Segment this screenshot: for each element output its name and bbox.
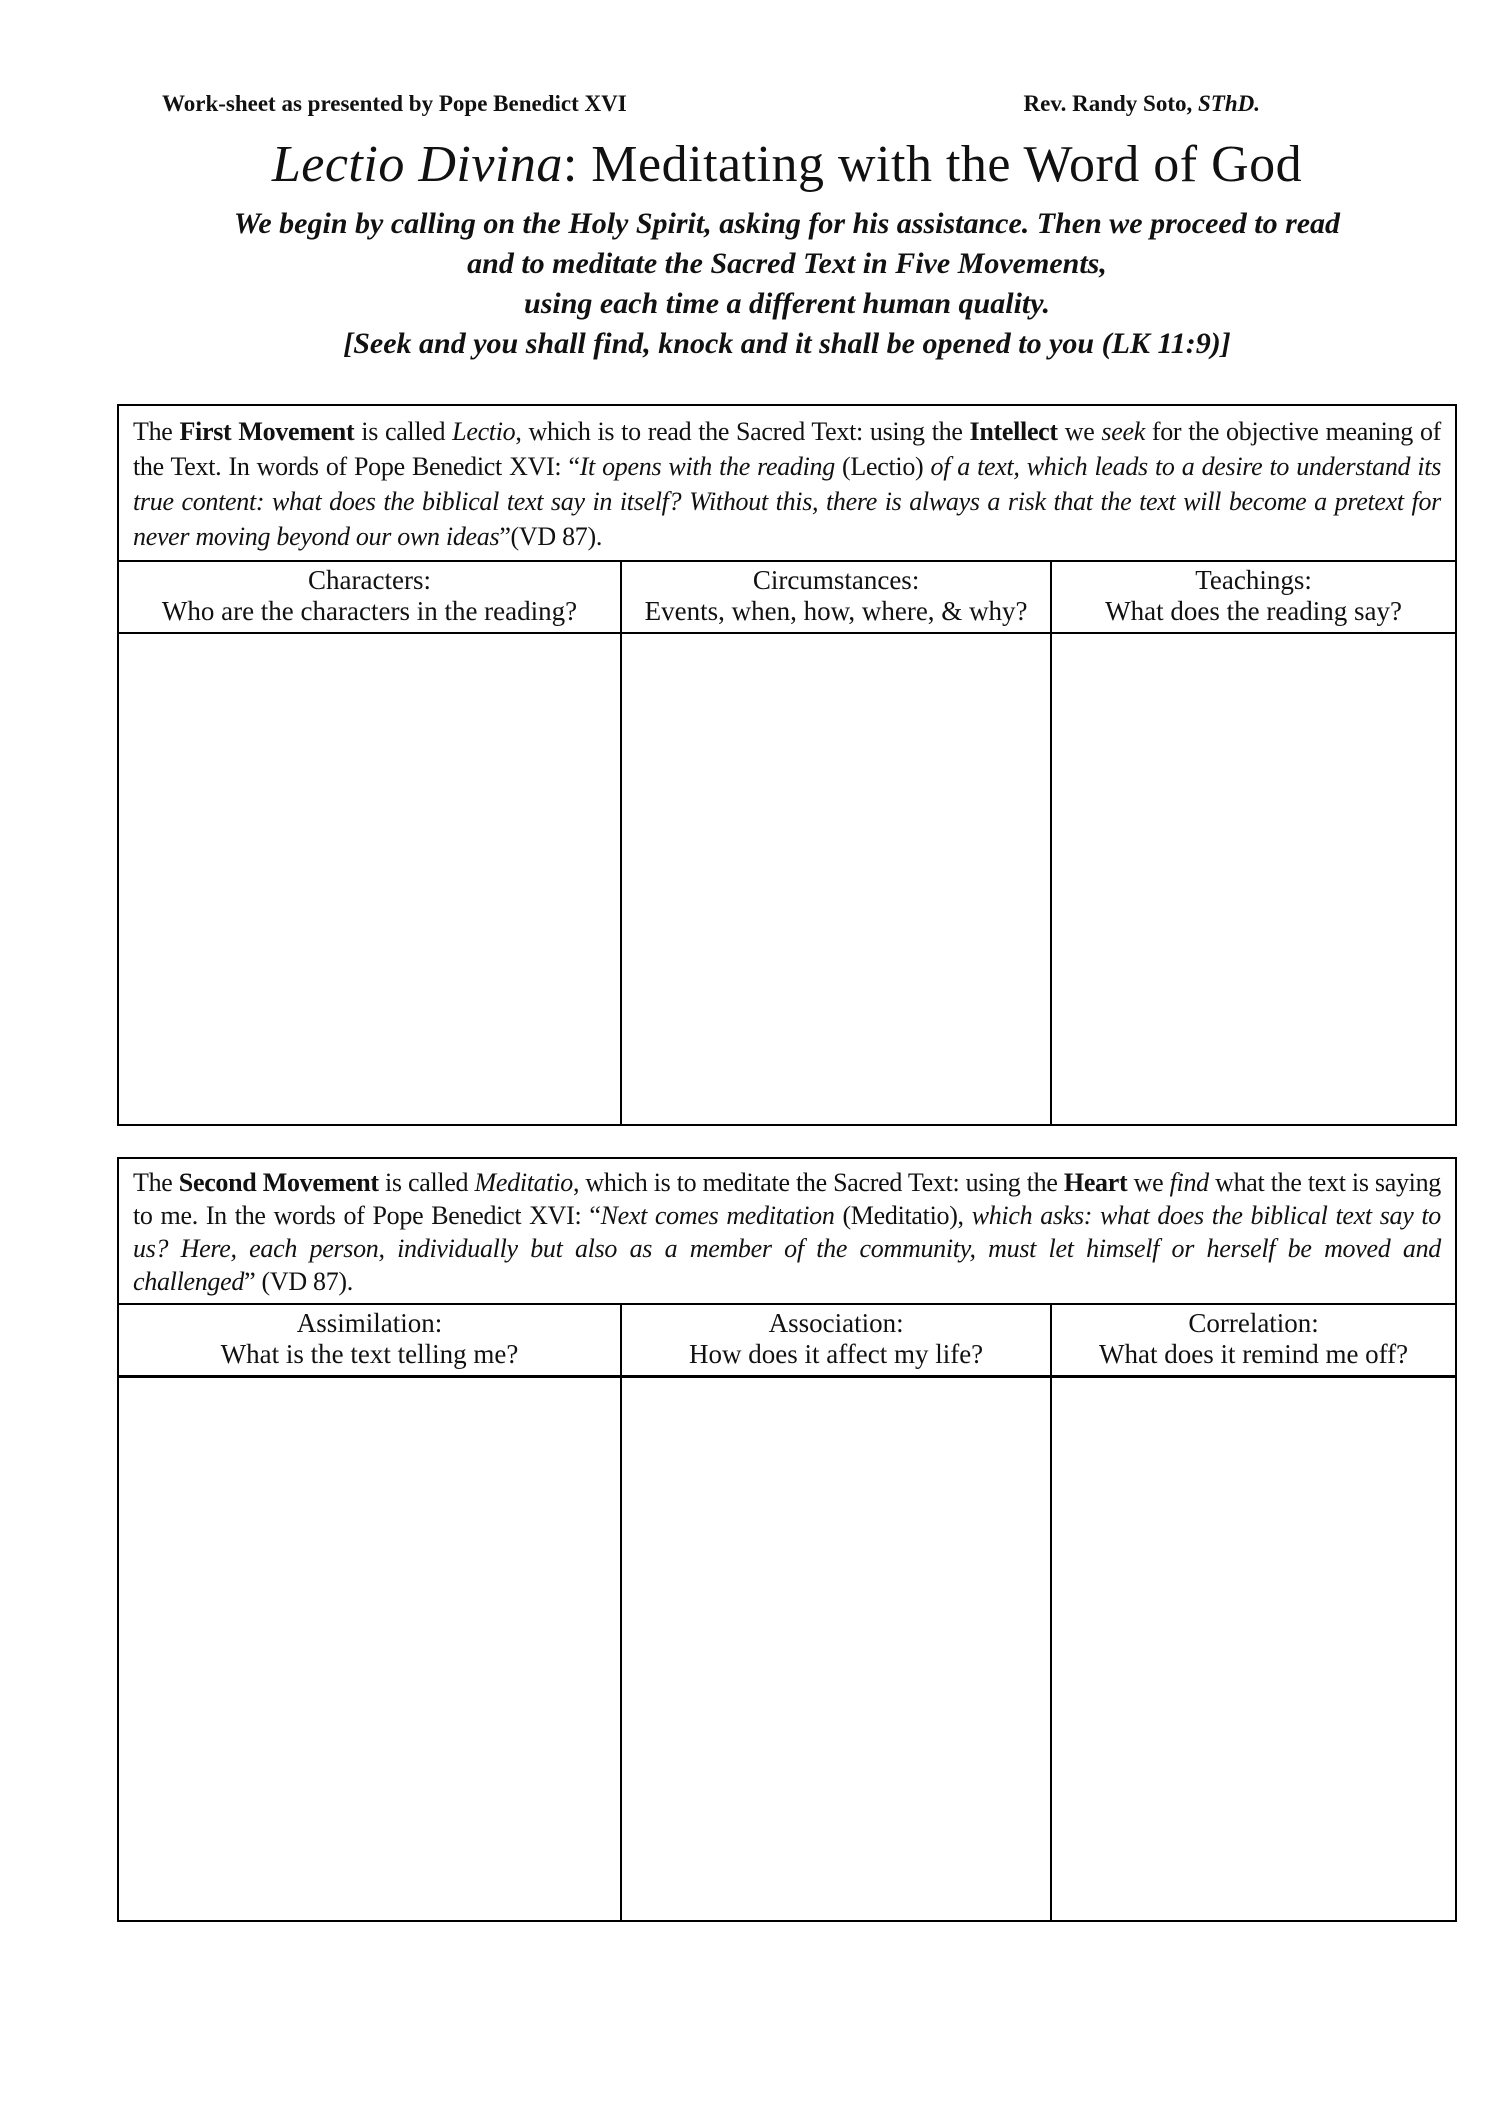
column-question: How does it affect my life? (689, 1339, 984, 1369)
subtitle-line-3: using each time a different human quality. (524, 287, 1050, 320)
movement1-header-teachings (1050, 562, 1455, 632)
movement2-cell-assimilation (119, 1378, 620, 1920)
column-title: Correlation: (1188, 1308, 1319, 1338)
movement2-table-header-row (119, 1303, 1455, 1375)
movement1-table-header-row (119, 560, 1455, 632)
page-header (117, 90, 1457, 118)
subtitle-line-2: and to meditate the Sacred Text in Five Movements, (467, 247, 1107, 280)
column-title: Characters: (308, 565, 431, 595)
movement2-header-association (620, 1305, 1050, 1375)
column-title: Circumstances: (752, 565, 920, 595)
subtitle-block (117, 204, 1457, 364)
movement1-cell-teachings (1050, 634, 1455, 1124)
column-question: What does it remind me off? (1099, 1339, 1409, 1369)
movement1-cell-characters (119, 634, 620, 1124)
movement1-cell-circumstances (620, 634, 1050, 1124)
header-right-text: Rev. Randy Soto, SThD. (1023, 91, 1260, 116)
page-title: Lectio Divina: Meditating with the Word of God (271, 136, 1303, 193)
movement1-section (117, 404, 1457, 1126)
column-question: What is the text telling me? (220, 1339, 519, 1369)
movement1-header-circumstances (620, 562, 1050, 632)
movement1-intro-paragraph: The First Movement is called Lectio, which is to read the Sacred Text: using the Intellect we seek for the objective meaning of the Text. In words of Pope Benedict XVI: “It opens with the reading (Lectio) of a text, which leads to a desire to understand its true content: what does the biblical text say in itself? Without this, there is always a risk that the text will become a pretext for never moving beyond our own ideas”(VD 87). (133, 417, 1442, 551)
movement1-header-characters (119, 562, 620, 632)
column-question: Events, when, how, where, & why? (644, 596, 1028, 626)
movement2-cell-correlation (1050, 1378, 1455, 1920)
movement2-table-body-row (119, 1375, 1455, 1920)
subtitle-line-4: [Seek and you shall find, knock and it shall be opened to you (LK 11:9)] (343, 327, 1231, 360)
movement2-header-assimilation (119, 1305, 620, 1375)
movement2-intro-paragraph: The Second Movement is called Meditatio, which is to meditate the Sacred Text: using the Heart we find what the text is saying to me. In the words of Pope Benedict XVI: “Next comes meditation (Meditatio), which asks: what does the biblical text say to us? Here, each person, individually but also as a member of the community, must let himself or herself be moved and challenged” (VD 87). (133, 1168, 1441, 1296)
column-question: What does the reading say? (1105, 596, 1403, 626)
movement1-table-body-row (119, 632, 1455, 1124)
movement2-header-correlation (1050, 1305, 1455, 1375)
column-title: Teachings: (1195, 565, 1312, 595)
page-content (117, 0, 1457, 1922)
column-question: Who are the characters in the reading? (161, 596, 578, 626)
movement2-section (117, 1157, 1457, 1922)
column-title: Assimilation: (296, 1308, 443, 1338)
subtitle-line-1: We begin by calling on the Holy Spirit, asking for his assistance. Then we proceed to read (233, 207, 1341, 240)
header-left-text: Work-sheet as presented by Pope Benedict XVI (162, 91, 627, 116)
column-title: Association: (768, 1308, 904, 1338)
movement2-cell-association (620, 1378, 1050, 1920)
